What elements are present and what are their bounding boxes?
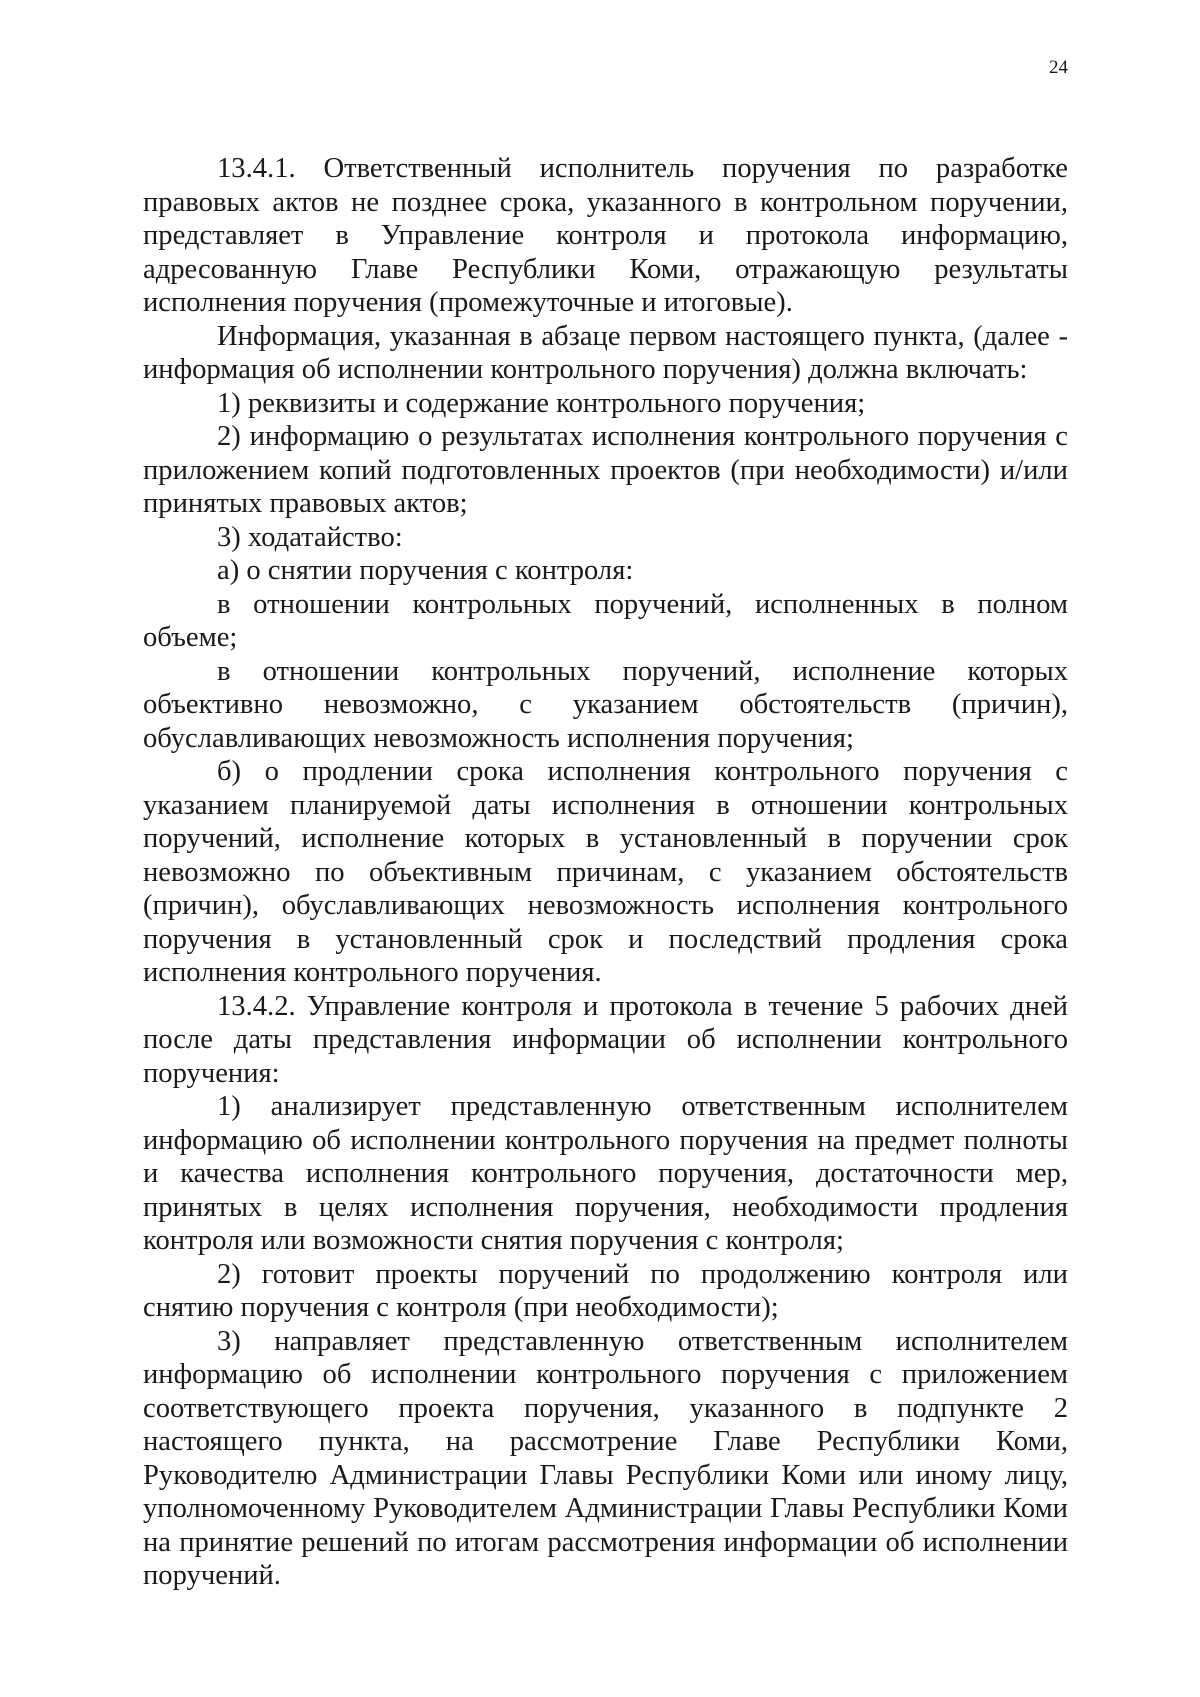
paragraph-13-4-1: 13.4.1. Ответственный исполнитель поручения по разработке правовых актов не позднее срока, указанного в контрольном поручении, представляет в Управление контроля и протокола информацию, адресованную Главе Республики Коми, отражающую результаты исполнения поручения (промежуточные и итоговые).	[143, 153, 1068, 318]
list-item-2-results: 2) информацию о результатах исполнения контрольного поручения с приложением копий подготовленных проектов (при необходимости) и/или принятых правовых актов;	[143, 421, 1068, 519]
list-item-3-petition: 3) ходатайство:	[217, 521, 403, 553]
list-item-3-sends: 3) направляет представленную ответственным исполнителем информацию об исполнении контрольного поручения с приложением соответствующего проекта поручения, указанного в подпункте 2 настоящего пункта, на рассмотрение Главе Республики Коми, Руководителю Администрации Главы Республики Коми или иному лицу, уполномоченному Руководителем Администрации Главы Республики Коми на принятие решений по итогам рассмотрения информации об исполнении поручений.	[143, 1325, 1068, 1591]
page-number: 24	[1049, 57, 1068, 78]
sub-item-a-impossible: в отношении контрольных поручений, исполнение которых объективно невозможно, с указанием обстоятельств (причин), обуславливающих невозможность исполнения поручения;	[143, 655, 1068, 754]
sub-item-a-removal: а) о снятии поручения с контроля:	[217, 555, 634, 586]
list-item-2-prepares: 2) готовит проекты поручений по продолжению контроля или снятию поручения с контроля (при необходимости);	[143, 1258, 1068, 1323]
document-body	[143, 152, 1068, 1593]
list-item-1-requisites: 1) реквизиты и содержание контрольного поручения;	[217, 387, 866, 419]
sub-item-a-completed: в отношении контрольных поручений, исполненных в полном объеме;	[143, 588, 1068, 653]
paragraph-13-4-2: 13.4.2. Управление контроля и протокола в течение 5 рабочих дней после даты представления информации об исполнении контрольного поручения:	[143, 990, 1068, 1089]
sub-item-b-extension: б) о продлении срока исполнения контрольного поручения с указанием планируемой даты исполнения в отношении контрольных поручений, исполнение которых в установленный в поручении срок невозможно по объективным причинам, с указанием обстоятельств (причин), обуславливающих невозможность исполнения контрольного поручения в установленный срок и последствий продления срока исполнения контрольного поручения.	[143, 756, 1068, 988]
list-item-1-analyzes: 1) анализирует представленную ответственным исполнителем информацию об исполнении контрольного поручения на предмет полноты и качества исполнения контрольного поручения, достаточности мер, принятых в целях исполнения поручения, необходимости продления контроля или возможности снятия поручения с контроля;	[143, 1091, 1068, 1256]
paragraph-info-contents: Информация, указанная в абзаце первом настоящего пункта, (далее - информация об исполнении контрольного поручения) должна включать:	[143, 320, 1068, 385]
